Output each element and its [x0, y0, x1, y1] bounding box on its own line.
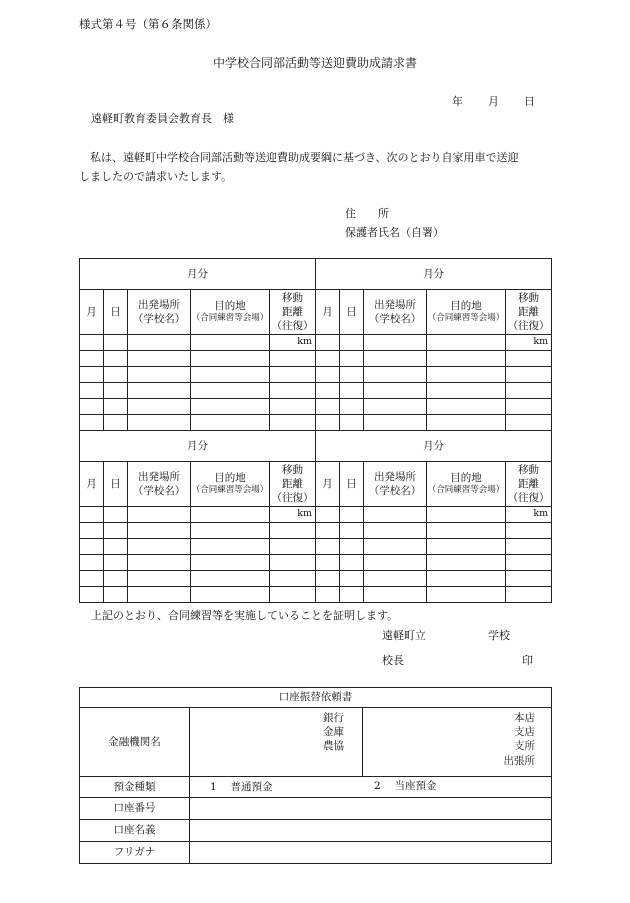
col-distance: 移動 距離 （往復）: [506, 462, 552, 507]
furigana-label: フリガナ: [80, 842, 190, 864]
account-name-field[interactable]: [190, 820, 552, 842]
col-destination: 目的地 （合同練習等会場）: [427, 462, 506, 507]
col-departure: 出発場所 （学校名）: [128, 462, 191, 507]
certification-text: 上記のとおり、合同練習等を実施していることを証明します。: [91, 609, 399, 622]
form-number: 様式第４号（第６条関係）: [79, 17, 217, 31]
address-label: 住 所: [345, 207, 389, 220]
record-table-top: [79, 258, 552, 603]
col-month: 月: [80, 462, 104, 507]
column-header-row: [80, 290, 552, 335]
km-unit: km: [270, 507, 316, 523]
school-suffix: 学校: [488, 629, 510, 642]
branch-type-cell[interactable]: 本店 支店 支所 出張所: [363, 708, 552, 777]
deposit-option-current[interactable]: 2 当座預金: [374, 780, 437, 792]
col-departure: 出発場所 （学校名）: [364, 290, 427, 335]
deposit-type-label: 預金種類: [80, 777, 190, 798]
col-day: 日: [340, 290, 364, 335]
km-unit: km: [270, 335, 316, 351]
table-row[interactable]: [80, 367, 552, 383]
col-month: 月: [80, 290, 104, 335]
institution-label: 金融機関名: [80, 708, 190, 777]
deposit-type-options[interactable]: [190, 777, 552, 798]
table-row[interactable]: [80, 571, 552, 587]
guardian-name-label: 保護者氏名（自署）: [345, 226, 444, 239]
body-text-line1: 私は、遠軽町中学校合同部活動等送迎費助成要綱に基づき、次のとおり自家用車で送迎: [90, 151, 519, 164]
month-header-right: 月分: [316, 259, 552, 290]
page-title: 中学校合同部活動等送迎費助成請求書: [212, 56, 417, 70]
col-month: 月: [316, 290, 340, 335]
col-destination: 目的地 （合同練習等会場）: [427, 290, 506, 335]
month-header-right: 月分: [316, 431, 552, 462]
col-destination: 目的地 （合同練習等会場）: [191, 462, 270, 507]
col-day: 日: [104, 290, 128, 335]
account-name-label: 口座名義: [80, 820, 190, 842]
col-day: 日: [340, 462, 364, 507]
col-day: 日: [104, 462, 128, 507]
column-header-row: [80, 462, 552, 507]
table-row[interactable]: [80, 587, 552, 603]
addressee: 遠軽町教育委員会教育長 様: [91, 112, 234, 125]
table-row[interactable]: [80, 415, 552, 431]
table-row: [80, 335, 552, 351]
account-transfer-table: [79, 687, 552, 864]
deposit-option-ordinary[interactable]: 1 普通預金: [210, 780, 273, 793]
col-departure: 出発場所 （学校名）: [128, 290, 191, 335]
date-day-label: 日: [524, 95, 535, 108]
seal-label: 印: [522, 654, 533, 667]
table-row[interactable]: [80, 351, 552, 367]
furigana-field[interactable]: [190, 842, 552, 864]
col-departure: 出発場所 （学校名）: [364, 462, 427, 507]
col-distance: 移動 距離 （往復）: [270, 290, 316, 335]
km-unit: km: [506, 335, 552, 351]
bank-type-cell[interactable]: 銀行 金庫 農協: [190, 708, 363, 777]
month-header-left: 月分: [80, 259, 316, 290]
col-month: 月: [316, 462, 340, 507]
table-row[interactable]: [80, 555, 552, 571]
col-distance: 移動 距離 （往復）: [506, 290, 552, 335]
col-distance: 移動 距離 （往復）: [270, 462, 316, 507]
account-number-field[interactable]: [190, 798, 552, 820]
table-row[interactable]: [80, 539, 552, 555]
col-destination: 目的地 （合同練習等会場）: [191, 290, 270, 335]
date-month-label: 月: [488, 95, 499, 108]
km-unit: km: [506, 507, 552, 523]
account-number-label: 口座番号: [80, 798, 190, 820]
table-row[interactable]: [80, 523, 552, 539]
principal-label: 校長: [382, 654, 404, 667]
school-prefix: 遠軽町立: [382, 629, 426, 642]
table-row[interactable]: [80, 399, 552, 415]
month-header-left: 月分: [80, 431, 316, 462]
table-row: [80, 507, 552, 523]
account-title: 口座振替依頼書: [80, 688, 552, 708]
body-text-line2: しましたので請求いたします。: [79, 170, 233, 183]
date-year-label: 年: [452, 95, 463, 108]
table-row[interactable]: [80, 383, 552, 399]
